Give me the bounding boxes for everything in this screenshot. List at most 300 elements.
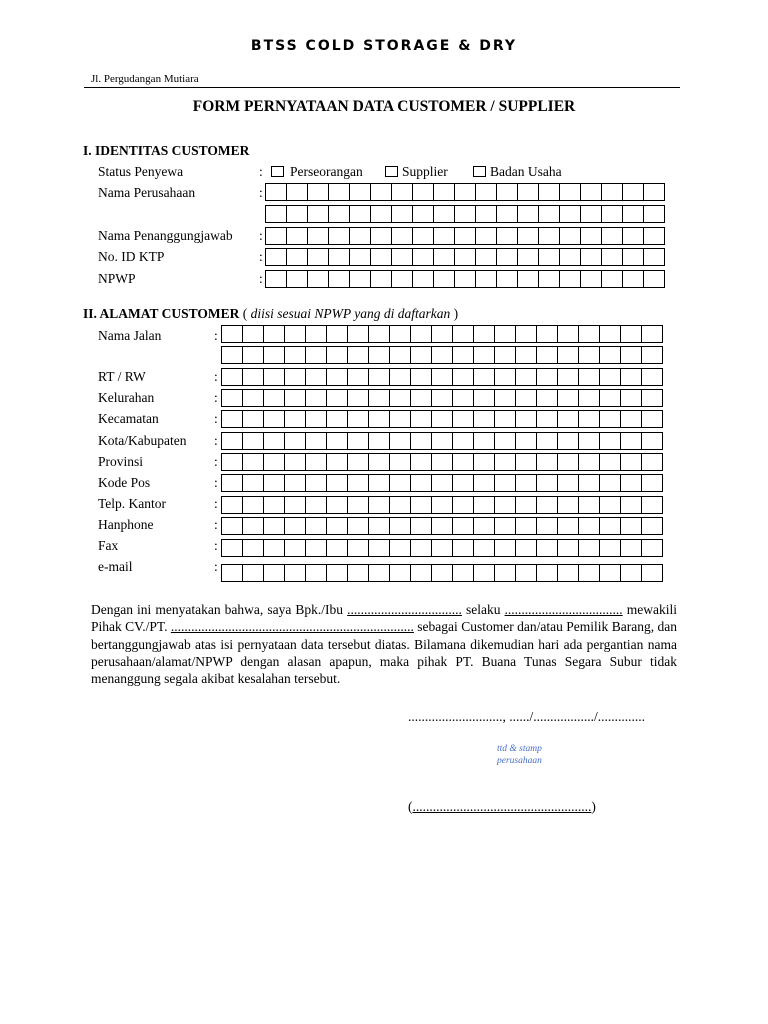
input-cell[interactable]	[641, 346, 663, 364]
input-cell[interactable]	[515, 325, 537, 343]
input-cell[interactable]	[578, 517, 600, 535]
input-cell[interactable]	[641, 410, 663, 428]
input-cell[interactable]	[410, 453, 432, 471]
input-grid-email[interactable]	[221, 564, 663, 582]
input-cell[interactable]	[326, 346, 348, 364]
input-cell[interactable]	[349, 248, 371, 266]
input-cell[interactable]	[347, 517, 369, 535]
input-cell[interactable]	[515, 517, 537, 535]
input-cell[interactable]	[286, 227, 308, 245]
input-cell[interactable]	[452, 517, 474, 535]
input-cell[interactable]	[389, 368, 411, 386]
input-cell[interactable]	[412, 270, 434, 288]
input-cell[interactable]	[559, 248, 581, 266]
input-cell[interactable]	[643, 248, 665, 266]
input-cell[interactable]	[536, 539, 558, 557]
input-cell[interactable]	[641, 539, 663, 557]
input-cell[interactable]	[601, 227, 623, 245]
input-cell[interactable]	[242, 410, 264, 428]
input-cell[interactable]	[263, 453, 285, 471]
input-cell[interactable]	[326, 564, 348, 582]
input-cell[interactable]	[620, 539, 642, 557]
input-cell[interactable]	[431, 410, 453, 428]
input-cell[interactable]	[494, 368, 516, 386]
input-cell[interactable]	[496, 227, 518, 245]
input-cell[interactable]	[347, 539, 369, 557]
input-cell[interactable]	[536, 474, 558, 492]
input-cell[interactable]	[557, 410, 579, 428]
input-cell[interactable]	[536, 325, 558, 343]
input-cell[interactable]	[536, 432, 558, 450]
input-cell[interactable]	[431, 453, 453, 471]
input-cell[interactable]	[305, 368, 327, 386]
input-grid-kecamatan[interactable]	[221, 410, 663, 428]
input-cell[interactable]	[221, 325, 243, 343]
input-cell[interactable]	[221, 564, 243, 582]
input-cell[interactable]	[221, 474, 243, 492]
input-cell[interactable]	[284, 410, 306, 428]
input-cell[interactable]	[242, 432, 264, 450]
input-cell[interactable]	[305, 410, 327, 428]
input-cell[interactable]	[433, 183, 455, 201]
input-cell[interactable]	[454, 248, 476, 266]
input-cell[interactable]	[433, 248, 455, 266]
input-cell[interactable]	[517, 248, 539, 266]
checkbox-badan-usaha[interactable]	[473, 166, 486, 177]
input-cell[interactable]	[452, 564, 474, 582]
input-cell[interactable]	[580, 205, 602, 223]
input-cell[interactable]	[370, 183, 392, 201]
input-cell[interactable]	[265, 270, 287, 288]
input-cell[interactable]	[263, 368, 285, 386]
input-cell[interactable]	[557, 368, 579, 386]
input-cell[interactable]	[475, 227, 497, 245]
input-cell[interactable]	[328, 205, 350, 223]
input-cell[interactable]	[536, 368, 558, 386]
input-cell[interactable]	[431, 474, 453, 492]
input-cell[interactable]	[580, 227, 602, 245]
input-cell[interactable]	[599, 564, 621, 582]
input-cell[interactable]	[431, 496, 453, 514]
signature-name-line[interactable]: (.....................................................)	[408, 799, 596, 814]
input-cell[interactable]	[620, 496, 642, 514]
input-cell[interactable]	[538, 270, 560, 288]
input-cell[interactable]	[515, 389, 537, 407]
input-cell[interactable]	[284, 432, 306, 450]
input-cell[interactable]	[326, 325, 348, 343]
input-cell[interactable]	[389, 564, 411, 582]
input-cell[interactable]	[412, 205, 434, 223]
input-cell[interactable]	[347, 453, 369, 471]
input-cell[interactable]	[494, 432, 516, 450]
input-cell[interactable]	[410, 410, 432, 428]
input-cell[interactable]	[263, 517, 285, 535]
input-cell[interactable]	[454, 205, 476, 223]
input-grid-kelurahan[interactable]	[221, 389, 663, 407]
input-cell[interactable]	[454, 183, 476, 201]
input-cell[interactable]	[368, 453, 390, 471]
input-cell[interactable]	[284, 368, 306, 386]
input-cell[interactable]	[643, 205, 665, 223]
input-cell[interactable]	[515, 368, 537, 386]
input-cell[interactable]	[641, 564, 663, 582]
input-cell[interactable]	[265, 183, 287, 201]
input-cell[interactable]	[620, 453, 642, 471]
input-cell[interactable]	[538, 248, 560, 266]
input-cell[interactable]	[620, 346, 642, 364]
input-cell[interactable]	[368, 474, 390, 492]
input-cell[interactable]	[620, 564, 642, 582]
input-cell[interactable]	[221, 496, 243, 514]
input-cell[interactable]	[326, 368, 348, 386]
input-cell[interactable]	[515, 496, 537, 514]
input-cell[interactable]	[368, 517, 390, 535]
input-cell[interactable]	[349, 183, 371, 201]
input-cell[interactable]	[410, 368, 432, 386]
input-cell[interactable]	[452, 539, 474, 557]
input-cell[interactable]	[454, 227, 476, 245]
input-cell[interactable]	[536, 389, 558, 407]
input-cell[interactable]	[349, 205, 371, 223]
input-cell[interactable]	[496, 248, 518, 266]
input-cell[interactable]	[494, 325, 516, 343]
input-cell[interactable]	[473, 389, 495, 407]
input-cell[interactable]	[538, 183, 560, 201]
input-cell[interactable]	[263, 474, 285, 492]
input-grid-nama-perusahaan-line1[interactable]	[265, 183, 665, 201]
input-cell[interactable]	[578, 346, 600, 364]
input-cell[interactable]	[494, 346, 516, 364]
input-grid-provinsi[interactable]	[221, 453, 663, 471]
input-cell[interactable]	[536, 517, 558, 535]
input-cell[interactable]	[559, 270, 581, 288]
input-cell[interactable]	[284, 389, 306, 407]
input-cell[interactable]	[263, 325, 285, 343]
input-cell[interactable]	[328, 183, 350, 201]
input-grid-kode-pos[interactable]	[221, 474, 663, 492]
input-cell[interactable]	[515, 564, 537, 582]
input-cell[interactable]	[622, 205, 644, 223]
input-cell[interactable]	[368, 539, 390, 557]
input-cell[interactable]	[265, 248, 287, 266]
input-cell[interactable]	[620, 474, 642, 492]
input-cell[interactable]	[284, 496, 306, 514]
input-cell[interactable]	[263, 539, 285, 557]
input-cell[interactable]	[305, 517, 327, 535]
input-cell[interactable]	[389, 325, 411, 343]
input-cell[interactable]	[368, 389, 390, 407]
input-cell[interactable]	[286, 205, 308, 223]
input-cell[interactable]	[221, 517, 243, 535]
input-cell[interactable]	[265, 227, 287, 245]
input-cell[interactable]	[242, 325, 264, 343]
input-cell[interactable]	[305, 474, 327, 492]
input-cell[interactable]	[305, 325, 327, 343]
input-cell[interactable]	[641, 432, 663, 450]
input-cell[interactable]	[517, 183, 539, 201]
input-cell[interactable]	[431, 539, 453, 557]
input-cell[interactable]	[580, 183, 602, 201]
input-cell[interactable]	[641, 496, 663, 514]
input-cell[interactable]	[347, 474, 369, 492]
input-cell[interactable]	[452, 410, 474, 428]
input-cell[interactable]	[410, 517, 432, 535]
input-cell[interactable]	[578, 474, 600, 492]
input-cell[interactable]	[368, 432, 390, 450]
input-cell[interactable]	[286, 270, 308, 288]
input-cell[interactable]	[263, 564, 285, 582]
input-cell[interactable]	[389, 432, 411, 450]
input-cell[interactable]	[368, 496, 390, 514]
input-cell[interactable]	[536, 496, 558, 514]
input-cell[interactable]	[431, 368, 453, 386]
input-cell[interactable]	[410, 564, 432, 582]
input-cell[interactable]	[475, 270, 497, 288]
input-cell[interactable]	[452, 368, 474, 386]
input-cell[interactable]	[305, 496, 327, 514]
input-cell[interactable]	[578, 453, 600, 471]
input-cell[interactable]	[452, 325, 474, 343]
input-cell[interactable]	[557, 346, 579, 364]
input-cell[interactable]	[557, 564, 579, 582]
input-cell[interactable]	[559, 205, 581, 223]
input-cell[interactable]	[475, 183, 497, 201]
input-cell[interactable]	[601, 270, 623, 288]
input-cell[interactable]	[305, 432, 327, 450]
input-cell[interactable]	[410, 432, 432, 450]
input-cell[interactable]	[242, 517, 264, 535]
input-cell[interactable]	[622, 270, 644, 288]
input-cell[interactable]	[496, 205, 518, 223]
input-cell[interactable]	[494, 474, 516, 492]
input-cell[interactable]	[305, 389, 327, 407]
input-cell[interactable]	[494, 389, 516, 407]
input-grid-telp-kantor[interactable]	[221, 496, 663, 514]
input-cell[interactable]	[494, 517, 516, 535]
input-cell[interactable]	[536, 346, 558, 364]
input-cell[interactable]	[452, 496, 474, 514]
input-cell[interactable]	[391, 248, 413, 266]
input-cell[interactable]	[536, 410, 558, 428]
input-cell[interactable]	[557, 517, 579, 535]
input-cell[interactable]	[601, 248, 623, 266]
input-cell[interactable]	[221, 453, 243, 471]
input-cell[interactable]	[307, 205, 329, 223]
input-cell[interactable]	[305, 539, 327, 557]
input-cell[interactable]	[515, 474, 537, 492]
input-cell[interactable]	[368, 346, 390, 364]
input-cell[interactable]	[494, 564, 516, 582]
input-cell[interactable]	[599, 539, 621, 557]
input-cell[interactable]	[286, 183, 308, 201]
input-cell[interactable]	[643, 183, 665, 201]
input-cell[interactable]	[284, 564, 306, 582]
input-cell[interactable]	[328, 248, 350, 266]
input-grid-hanphone[interactable]	[221, 517, 663, 535]
input-cell[interactable]	[349, 270, 371, 288]
input-cell[interactable]	[475, 205, 497, 223]
input-cell[interactable]	[599, 432, 621, 450]
input-cell[interactable]	[347, 432, 369, 450]
input-cell[interactable]	[412, 183, 434, 201]
input-cell[interactable]	[263, 432, 285, 450]
input-cell[interactable]	[452, 389, 474, 407]
input-cell[interactable]	[433, 270, 455, 288]
input-cell[interactable]	[599, 325, 621, 343]
input-cell[interactable]	[370, 227, 392, 245]
input-cell[interactable]	[578, 432, 600, 450]
input-cell[interactable]	[599, 453, 621, 471]
input-cell[interactable]	[326, 453, 348, 471]
input-grid-rt-rw[interactable]	[221, 368, 663, 386]
input-cell[interactable]	[494, 496, 516, 514]
input-cell[interactable]	[641, 453, 663, 471]
checkbox-perseorangan[interactable]	[271, 166, 284, 177]
input-cell[interactable]	[599, 474, 621, 492]
input-cell[interactable]	[284, 539, 306, 557]
input-grid-fax[interactable]	[221, 539, 663, 557]
input-cell[interactable]	[389, 539, 411, 557]
input-cell[interactable]	[536, 564, 558, 582]
input-cell[interactable]	[391, 270, 413, 288]
input-cell[interactable]	[263, 346, 285, 364]
input-cell[interactable]	[242, 389, 264, 407]
input-cell[interactable]	[599, 517, 621, 535]
input-cell[interactable]	[263, 410, 285, 428]
input-cell[interactable]	[473, 517, 495, 535]
input-cell[interactable]	[349, 227, 371, 245]
input-cell[interactable]	[347, 389, 369, 407]
input-cell[interactable]	[475, 248, 497, 266]
input-cell[interactable]	[389, 474, 411, 492]
input-cell[interactable]	[326, 496, 348, 514]
input-cell[interactable]	[307, 270, 329, 288]
input-cell[interactable]	[328, 227, 350, 245]
input-cell[interactable]	[494, 410, 516, 428]
input-cell[interactable]	[391, 227, 413, 245]
input-cell[interactable]	[389, 496, 411, 514]
input-cell[interactable]	[517, 205, 539, 223]
input-cell[interactable]	[431, 517, 453, 535]
input-cell[interactable]	[347, 564, 369, 582]
input-cell[interactable]	[347, 368, 369, 386]
input-cell[interactable]	[410, 389, 432, 407]
input-cell[interactable]	[515, 539, 537, 557]
input-cell[interactable]	[347, 346, 369, 364]
input-cell[interactable]	[473, 325, 495, 343]
input-cell[interactable]	[284, 474, 306, 492]
input-cell[interactable]	[538, 205, 560, 223]
input-cell[interactable]	[263, 389, 285, 407]
place-date-line[interactable]: ............................, ....../................../..............	[408, 709, 646, 724]
input-cell[interactable]	[641, 325, 663, 343]
input-cell[interactable]	[557, 453, 579, 471]
input-cell[interactable]	[620, 410, 642, 428]
input-cell[interactable]	[391, 205, 413, 223]
input-cell[interactable]	[557, 496, 579, 514]
input-cell[interactable]	[515, 410, 537, 428]
input-cell[interactable]	[412, 227, 434, 245]
input-grid-nama-penanggungjawab[interactable]	[265, 227, 665, 245]
input-cell[interactable]	[452, 474, 474, 492]
input-cell[interactable]	[473, 474, 495, 492]
input-cell[interactable]	[433, 227, 455, 245]
input-cell[interactable]	[557, 389, 579, 407]
input-cell[interactable]	[370, 205, 392, 223]
input-cell[interactable]	[284, 453, 306, 471]
input-cell[interactable]	[326, 432, 348, 450]
input-cell[interactable]	[305, 346, 327, 364]
input-cell[interactable]	[391, 183, 413, 201]
input-cell[interactable]	[517, 227, 539, 245]
input-cell[interactable]	[326, 474, 348, 492]
input-cell[interactable]	[578, 496, 600, 514]
input-cell[interactable]	[431, 325, 453, 343]
input-grid-nama-jalan-line2[interactable]	[221, 346, 663, 364]
input-cell[interactable]	[580, 270, 602, 288]
input-cell[interactable]	[389, 346, 411, 364]
input-cell[interactable]	[305, 564, 327, 582]
input-cell[interactable]	[431, 432, 453, 450]
input-cell[interactable]	[620, 432, 642, 450]
input-cell[interactable]	[286, 248, 308, 266]
input-cell[interactable]	[473, 539, 495, 557]
input-cell[interactable]	[641, 389, 663, 407]
input-cell[interactable]	[265, 205, 287, 223]
input-cell[interactable]	[557, 432, 579, 450]
fill-in-jabatan[interactable]: ...................................	[504, 602, 623, 617]
input-cell[interactable]	[578, 325, 600, 343]
input-cell[interactable]	[515, 346, 537, 364]
input-cell[interactable]	[599, 389, 621, 407]
input-cell[interactable]	[452, 346, 474, 364]
input-cell[interactable]	[307, 248, 329, 266]
input-cell[interactable]	[368, 368, 390, 386]
input-cell[interactable]	[389, 453, 411, 471]
input-cell[interactable]	[622, 248, 644, 266]
input-cell[interactable]	[431, 564, 453, 582]
input-cell[interactable]	[515, 453, 537, 471]
input-cell[interactable]	[494, 453, 516, 471]
input-cell[interactable]	[410, 325, 432, 343]
input-cell[interactable]	[473, 432, 495, 450]
input-cell[interactable]	[620, 325, 642, 343]
input-cell[interactable]	[599, 346, 621, 364]
input-cell[interactable]	[536, 453, 558, 471]
input-cell[interactable]	[410, 539, 432, 557]
input-cell[interactable]	[599, 368, 621, 386]
input-cell[interactable]	[284, 517, 306, 535]
input-cell[interactable]	[473, 410, 495, 428]
input-cell[interactable]	[326, 539, 348, 557]
input-cell[interactable]	[473, 368, 495, 386]
input-cell[interactable]	[368, 410, 390, 428]
input-cell[interactable]	[305, 453, 327, 471]
input-cell[interactable]	[578, 410, 600, 428]
input-cell[interactable]	[347, 325, 369, 343]
input-cell[interactable]	[641, 517, 663, 535]
input-grid-nama-perusahaan-line2[interactable]	[265, 205, 665, 223]
input-cell[interactable]	[643, 227, 665, 245]
input-grid-kota-kabupaten[interactable]	[221, 432, 663, 450]
input-cell[interactable]	[347, 496, 369, 514]
input-cell[interactable]	[326, 389, 348, 407]
input-grid-npwp[interactable]	[265, 270, 665, 288]
input-cell[interactable]	[559, 183, 581, 201]
input-cell[interactable]	[622, 183, 644, 201]
input-cell[interactable]	[517, 270, 539, 288]
input-cell[interactable]	[242, 539, 264, 557]
